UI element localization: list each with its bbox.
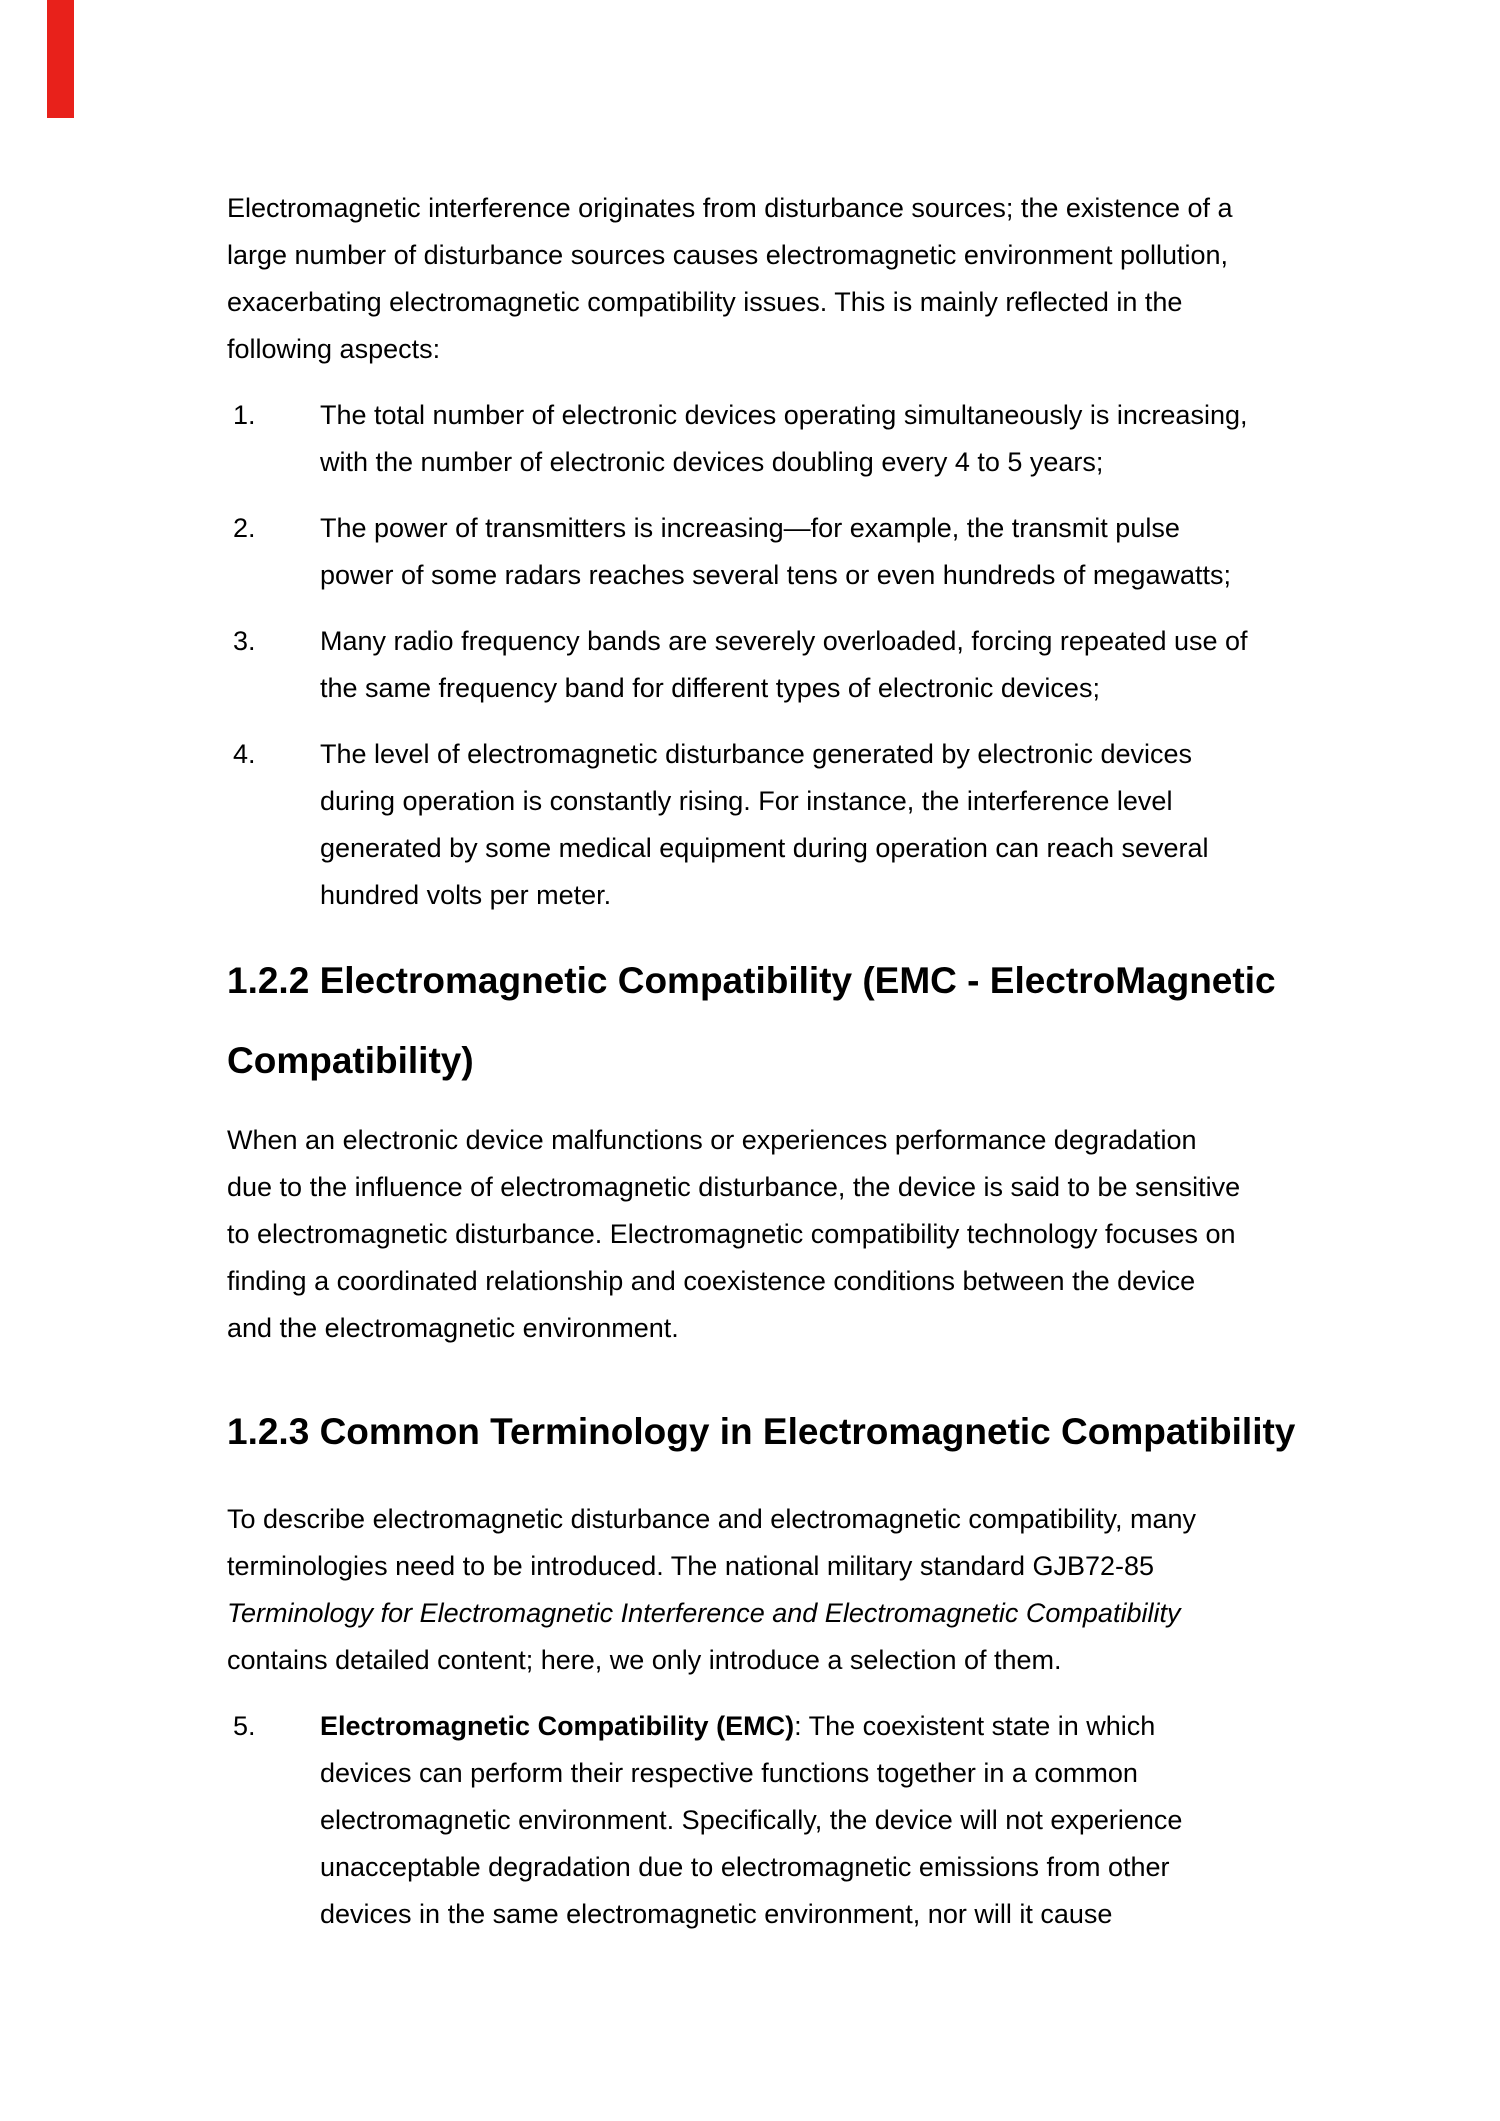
- list-number-1: 1.: [233, 400, 256, 430]
- list-number-3: 3.: [233, 626, 256, 656]
- heading-1-2-2: 1.2.2 Electromagnetic Compatibility (EMC - ElectroMagnetic Compatibility): [227, 960, 1276, 1081]
- list-item-5: [227, 1703, 1347, 1938]
- list-item-2: [227, 505, 1347, 599]
- list-number-5: 5.: [233, 1711, 256, 1741]
- paragraph-emc: When an electronic device malfunctions or experiences performance degradation due to the influence of electromagnetic disturbance, the device is said to be sensitive to electromagnetic disturbance. Electromagnetic compatibility technology focuses on finding a coordinated relationship and coexistence conditions between the device and the electromagnetic environment.: [227, 1125, 1241, 1343]
- list-item-4-text: The level of electromagnetic disturbance generated by electronic devices during operation is constantly rising. For instance, the interference level generated by some medical equipment during operation can reach several hundred volts per meter.: [320, 739, 1209, 910]
- list-item-5-text: Electromagnetic Compatibility (EMC): The coexistent state in which devices can perform their respective functions together in a common electromagnetic environment. Specifically, the device will not experience unacceptable degradation due to electromagnetic emissions from other devices in the same electromagnetic environment, nor will it cause: [320, 1711, 1183, 1929]
- red-corner-marker: [47, 0, 74, 118]
- list-item-1: [227, 392, 1347, 486]
- list-item-4: [227, 731, 1347, 919]
- heading-1-2-3: 1.2.3 Common Terminology in Electromagnetic Compatibility: [227, 1411, 1296, 1452]
- list-item-3-text: Many radio frequency bands are severely overloaded, forcing repeated use of the same frequency band for different types of electronic devices;: [320, 626, 1248, 703]
- list-number-4: 4.: [233, 739, 256, 769]
- list-item-2-text: The power of transmitters is increasing—for example, the transmit pulse power of some radars reaches several tens or even hundreds of megawatts;: [320, 513, 1231, 590]
- list-number-2: 2.: [233, 513, 256, 543]
- paragraph-intro: Electromagnetic interference originates from disturbance sources; the existence of a large number of disturbance sources causes electromagnetic environment pollution, exacerbating electromagnetic compatibility issues. This is mainly reflected in the following aspects:: [227, 193, 1233, 364]
- page-content: [227, 185, 1347, 1957]
- paragraph-terminology: To describe electromagnetic disturbance and electromagnetic compatibility, many terminologies need to be introduced. The national military standard GJB72-85 Terminology for Electromagnetic Interference and Electromagnetic Compatibility contains detailed content; here, we only introduce a selection of them.: [227, 1504, 1196, 1675]
- list-item-1-text: The total number of electronic devices operating simultaneously is increasing, with the number of electronic devices doubling every 4 to 5 years;: [320, 400, 1248, 477]
- list-item-3: [227, 618, 1347, 712]
